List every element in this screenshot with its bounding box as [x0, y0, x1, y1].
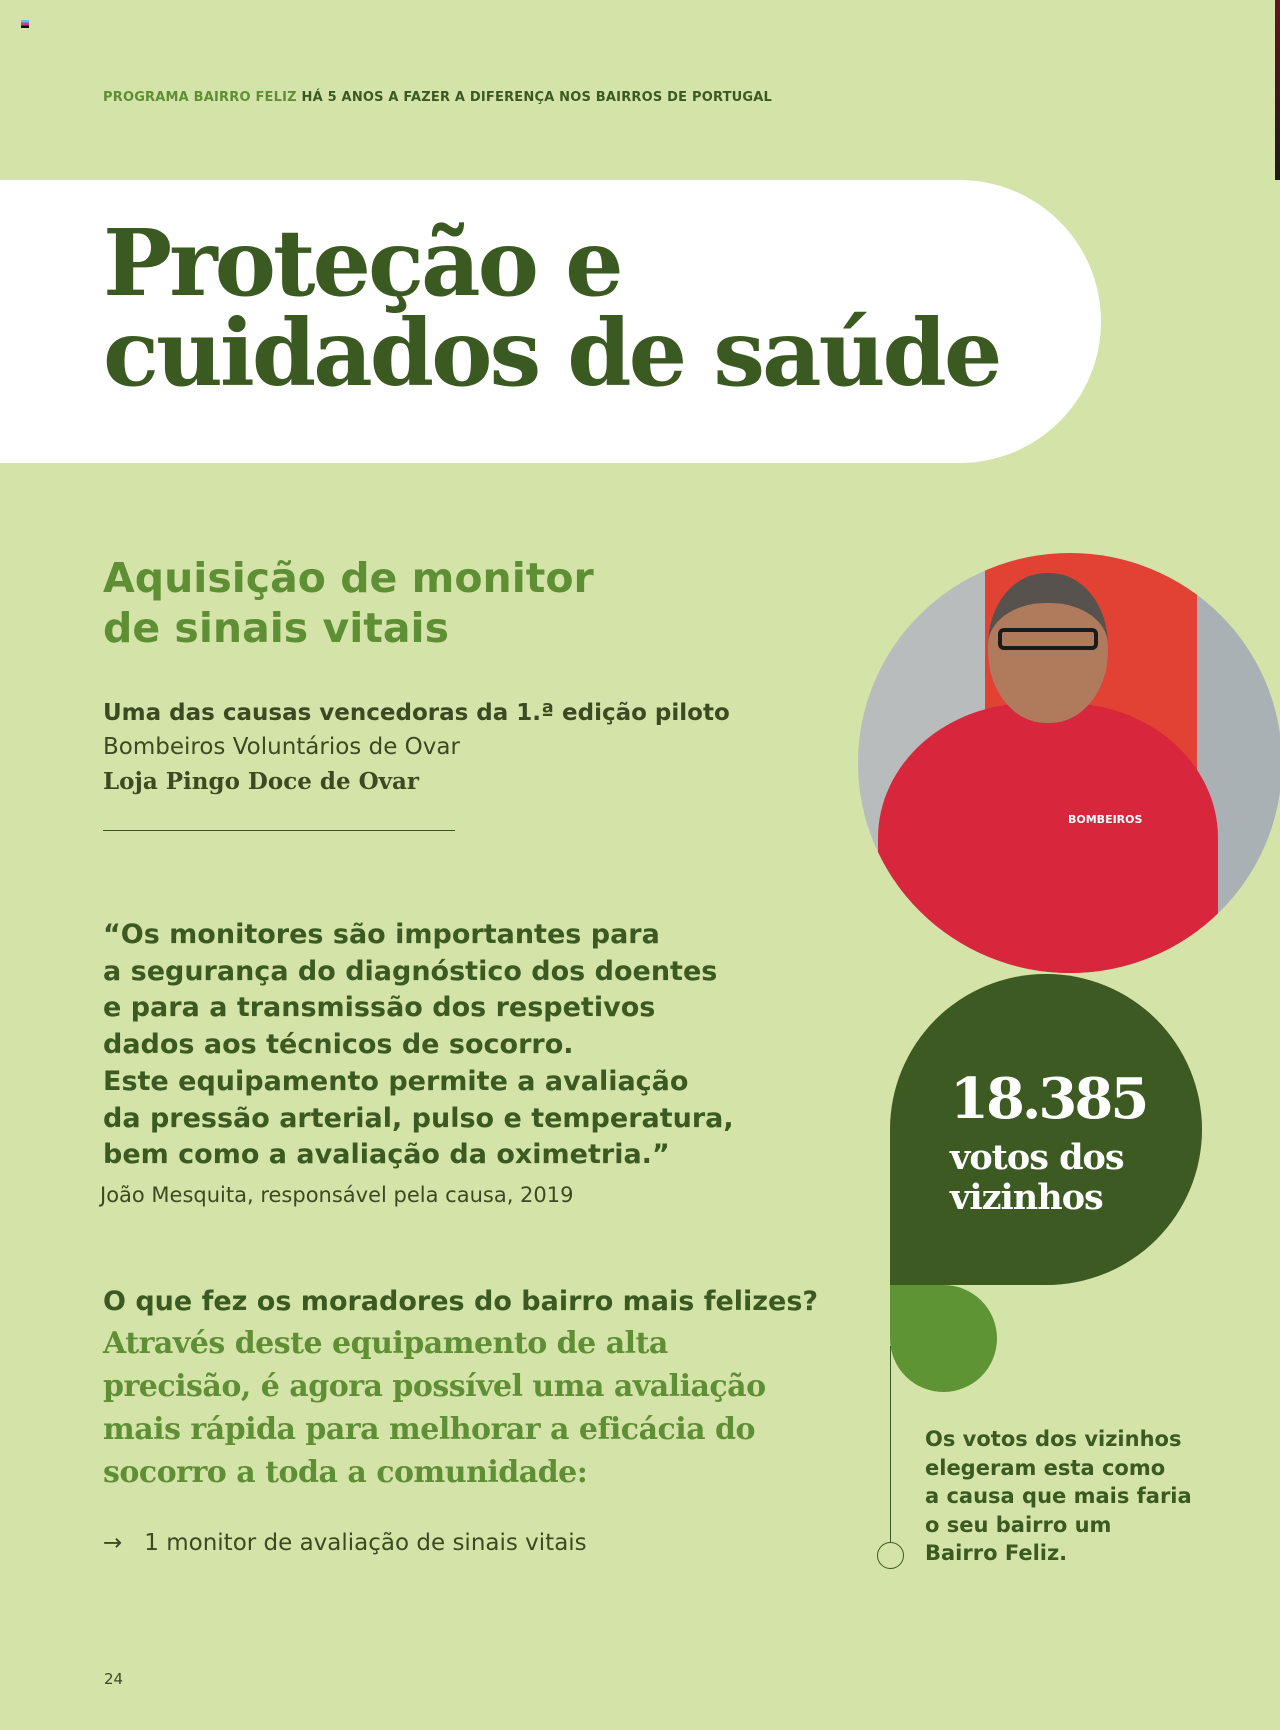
impact-question: O que fez os moradores do bairro mais felizes? — [103, 1286, 819, 1317]
answer-line: precisão, é agora possível uma avaliação — [103, 1369, 766, 1404]
quote-attribution: João Mesquita, responsável pela causa, 2019 — [100, 1183, 574, 1207]
cause-store: Loja Pingo Doce de Ovar — [103, 768, 420, 795]
arrow-right-icon: → — [103, 1530, 123, 1556]
running-header — [103, 90, 772, 105]
note-line: Bairro Feliz. — [925, 1541, 1068, 1565]
testimonial-quote — [103, 917, 734, 1174]
quote-line: a segurança do diagnóstico dos doentes — [103, 955, 718, 987]
cause-organization: Bombeiros Voluntários de Ovar — [103, 734, 460, 760]
title-line: cuidados de saúde — [103, 299, 1000, 407]
impact-item-label: 1 monitor de avaliação de sinais vitais — [144, 1530, 587, 1556]
note-line: elegeram esta como — [925, 1455, 1166, 1480]
page-title — [103, 209, 1000, 407]
page-edge-photo — [1275, 0, 1280, 180]
connector-ring-icon — [877, 1542, 904, 1569]
votes-label-line: votos dos — [950, 1137, 1124, 1178]
quote-line: Este equipamento permite a avaliação — [103, 1065, 689, 1097]
firefighter-photo — [858, 553, 1280, 973]
votes-label — [950, 1138, 1124, 1218]
votes-count: 18.385 — [950, 1066, 1147, 1132]
connector-line — [890, 1346, 891, 1543]
decorative-circle — [890, 1285, 997, 1392]
program-name: PROGRAMA BAIRRO FELIZ — [103, 90, 297, 105]
answer-line: mais rápida para melhorar a eficácia do — [103, 1412, 756, 1447]
votes-label-line: vizinhos — [950, 1177, 1103, 1218]
header-tagline: HÁ 5 ANOS A FAZER A DIFERENÇA NOS BAIRROS DE PORTUGAL — [301, 90, 773, 105]
print-color-marks — [21, 20, 29, 28]
votes-badge — [890, 974, 1202, 1285]
votes-note — [925, 1425, 1192, 1568]
cause-edition: Uma das causas vencedoras da 1.ª edição piloto — [103, 700, 730, 726]
note-line: Os votos dos vizinhos — [925, 1427, 1182, 1451]
answer-line: socorro a toda a comunidade: — [103, 1455, 588, 1490]
answer-line: Através deste equipamento de alta — [103, 1326, 668, 1361]
photo-glasses — [998, 628, 1098, 650]
quote-line: bem como a avaliação da oximetria.” — [103, 1139, 670, 1171]
divider — [103, 830, 455, 831]
impact-item — [103, 1530, 587, 1556]
note-line: o seu bairro um — [925, 1512, 1112, 1537]
page-number: 24 — [104, 1670, 124, 1688]
photo-shirt — [878, 703, 1218, 973]
quote-line: dados aos técnicos de socorro. — [103, 1029, 574, 1061]
note-line: a causa que mais faria — [925, 1484, 1192, 1508]
quote-line: “Os monitores são importantes para — [103, 919, 660, 950]
subtitle-line: de sinais vitais — [103, 604, 449, 652]
subtitle-line: Aquisição de monitor — [103, 554, 594, 602]
quote-line: e para a transmissão dos respetivos — [103, 992, 656, 1024]
section-subtitle — [103, 553, 594, 653]
quote-line: da pressão arterial, pulso e temperatura, — [103, 1102, 734, 1134]
impact-answer — [103, 1322, 766, 1494]
title-line: Proteção e — [103, 209, 621, 317]
shirt-text: BOMBEIROS — [1068, 813, 1143, 826]
